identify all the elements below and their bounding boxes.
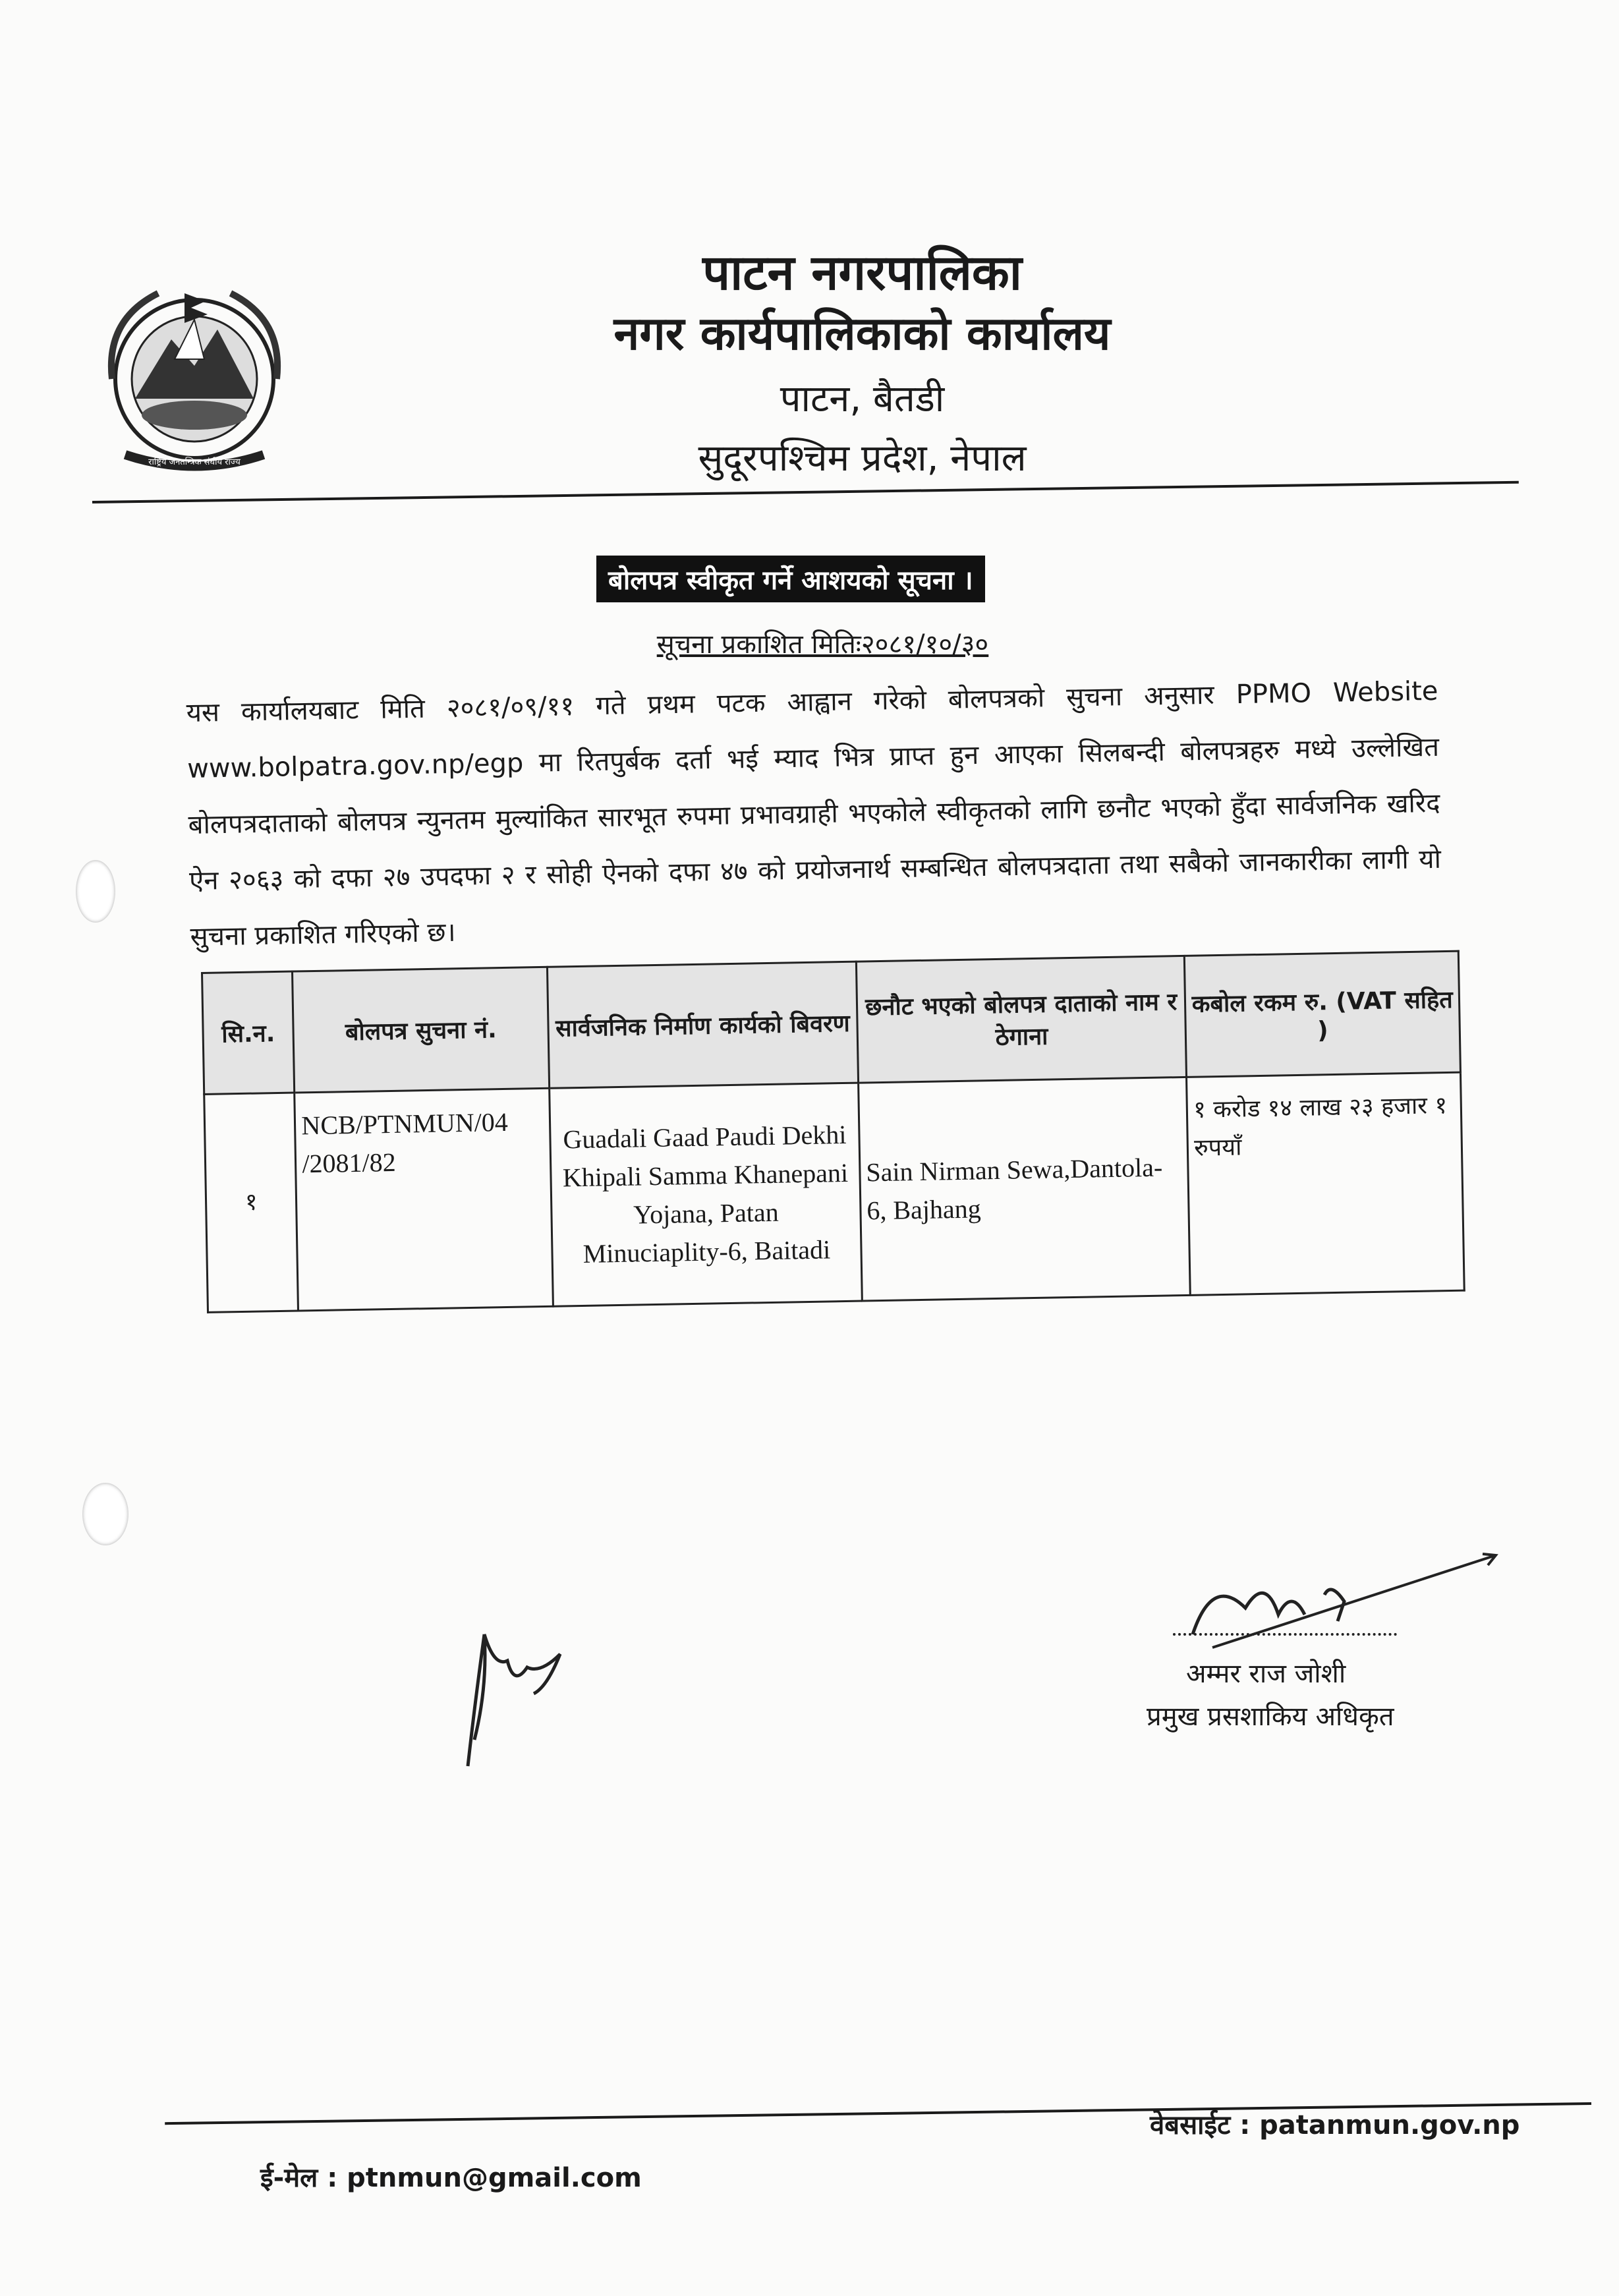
svg-text:राष्ट्रिय जनतन्त्रिक संघीय राज: राष्ट्रिय जनतन्त्रिक संघीय राज्य (148, 457, 241, 467)
tender-table (201, 950, 1465, 1313)
header-bidder: छनौट भएको बोलपत्र दाताको नाम र ठेगाना (856, 956, 1187, 1083)
header-rule (92, 481, 1519, 503)
signatory-name: अम्मर राज जोशी (1186, 1659, 1346, 1689)
header-amount: कबोल रकम रु. (VAT सहित ) (1185, 951, 1461, 1077)
signature-line (1173, 1633, 1397, 1636)
table-header-row (202, 951, 1461, 1094)
handwritten-signature-left (448, 1608, 580, 1779)
footer-email: ई-मेल : ptnmun@gmail.com (260, 2163, 642, 2193)
header-work-description: सार्वजनिक निर्माण कार्यको बिवरण (547, 961, 858, 1088)
cell-notice-no: NCB/PTNMUN/04 /2081/82 (295, 1088, 553, 1311)
cell-bidder: Sain Nirman Sewa,Dantola-6, Bajhang (859, 1077, 1191, 1301)
published-date: सूचना प्रकाशित मितिः२०८१/१०/३० (656, 629, 989, 660)
office-name: नगर कार्यपालिकाको कार्यालय (613, 306, 1111, 360)
header-notice-no: बोलपत्र सुचना नं. (293, 967, 550, 1093)
notice-body: यस कार्यालयबाट मिति २०८१/०९/११ गते प्रथम पटक आह्वान गरेको बोलपत्रको सुचना अनुसार PPMO Website www.bolpatra.gov.np/egp मा रितपुर्बक दर्ता भई म्याद भित्र प्राप्त हुन आएका सिलबन्दी बोलपत्रहरु मध्ये उल्लेखित बोलपत्रदाताको बोलपत्र न्युनतम मुल्यांकित सारभूत रुपमा प्रभावग्राही भएकोले स्वीकृतको लागि छनौट भएको हुँदा सार्वजनिक खरिद ऐन २०६३ को दफा २७ उपदफा २ र सोही ऐनको दफा ४७ को प्रयोजनार्थ सम्बन्धित बोलपत्रदाता तथा सबैको जानकारीका लागी यो सुचना प्रकाशित गरिएको छ। (186, 675, 1442, 952)
header-serial: सि.न. (202, 971, 295, 1094)
punch-hole-bottom (82, 1483, 128, 1545)
cell-serial: १ (204, 1093, 298, 1312)
footer-website: वेबसाईट : patanmun.gov.np (1150, 2110, 1520, 2140)
province-country: सुदूरपश्चिम प्रदेश, नेपाल (698, 437, 1027, 480)
notice-title: बोलपत्र स्वीकृत गर्ने आशयको सूचना । (596, 556, 985, 602)
punch-hole-top (76, 860, 115, 923)
handwritten-signature-right (1173, 1535, 1502, 1667)
office-location: पाटन, बैतडी (780, 378, 945, 420)
signatory-title: प्रमुख प्रसशाकिय अधिकृत (1147, 1702, 1394, 1732)
table-row (204, 1072, 1464, 1312)
cell-work-description: Guadali Gaad Paudi Dekhi Khipali Samma Khanepani Yojana, Patan Minuciaplity-6, Baitadi (550, 1083, 863, 1306)
cell-amount: १ करोड १४ लाख २३ हजार १ रुपयाँ (1187, 1072, 1464, 1295)
municipality-name: पाटन नगरपालिका (702, 244, 1022, 301)
